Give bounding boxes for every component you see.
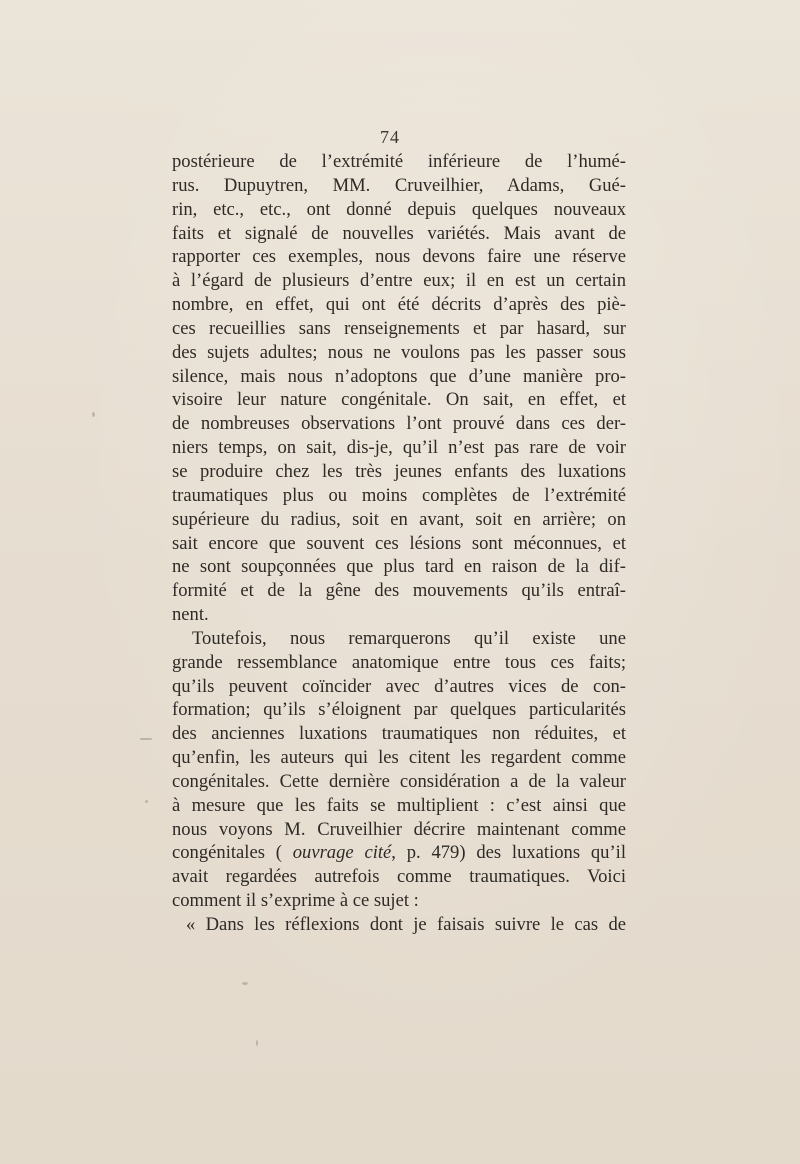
text-line: faits et signalé de nouvelles variétés. Mais avant de [172,222,626,244]
text-line: silence, mais nous n’adoptons que d’une manière pro- [172,365,626,387]
text-line: niers temps, on sait, dis-je, qu’il n’est pas rare de voir [172,437,626,459]
paper-speck [145,800,148,803]
text-line: traumatiques plus ou moins complètes de l’extrémité [172,484,626,506]
text-line: comment il s’exprime à ce sujet : [172,890,419,912]
text-line: supérieure du radius, soit en avant, soit en arrière; on [172,508,626,530]
text-line: avait regardées autrefois comme traumatiques. Voici [172,866,626,888]
text-line: nous voyons M. Cruveilhier décrire maintenant comme [172,818,626,840]
text-line-with-citation [172,841,626,865]
citation-suffix: , p. 479) des luxations qu’il [391,842,626,864]
page-number: 74 [380,127,400,147]
text-line: qu’ils peuvent coïncider avec d’autres vices de con- [172,675,626,697]
text-line: ces recueillies sans renseignements et par hasard, sur [172,317,626,339]
text-line: rapporter ces exemples, nous devons faire une réserve [172,246,626,268]
text-line: rin, etc., etc., ont donné depuis quelques nouveaux [172,198,626,220]
paper-speck [140,738,152,740]
text-line: formation; qu’ils s’éloignent par quelques particularités [172,699,626,721]
quote-line: « Dans les réflexions dont je faisais suivre le cas de [186,914,626,935]
paper-speck [92,412,95,417]
text-line: se produire chez les très jeunes enfants des luxations [172,460,626,482]
text-line: des sujets adultes; nous ne voulons pas les passer sous [172,341,626,363]
text-line: ne sont soupçonnées que plus tard en raison de la dif- [172,556,626,578]
text-line: qu’enfin, les auteurs qui les citent les regardent comme [172,747,626,769]
paper-speck [242,982,248,985]
text-line: à l’égard de plusieurs d’entre eux; il en est un certain [172,270,626,292]
text-line: postérieure de l’extrémité inférieure de l’humé- [172,151,626,172]
citation-italic: ouvrage cité [292,842,392,864]
text-line: rus. Dupuytren, MM. Cruveilhier, Adams, Gué- [172,174,626,196]
text-line: nent. [172,604,209,626]
text-line: des anciennes luxations traumatiques non réduites, et [172,723,626,745]
text-line: congénitales. Cette dernière considération a de la valeur [172,770,626,792]
text-line: grande ressemblance anatomique entre tous ces faits; [172,651,626,673]
text-line: Toutefois, nous remarquerons qu’il existe une [192,627,626,649]
citation-prefix: congénitales ( [172,842,293,864]
text-line: de nombreuses observations l’ont prouvé dans ces der- [172,413,626,435]
text-line: visoire leur nature congénitale. On sait, en effet, et [172,389,626,411]
body-text [172,150,626,937]
text-line: formité et de la gêne des mouvements qu’ils entraî- [172,580,626,602]
text-line: sait encore que souvent ces lésions sont méconnues, et [172,532,626,554]
paper-speck [256,1040,258,1046]
text-line: nombre, en effet, qui ont été décrits d’après des piè- [172,294,626,316]
text-line: à mesure que les faits se multiplient : c’est ainsi que [172,794,626,816]
